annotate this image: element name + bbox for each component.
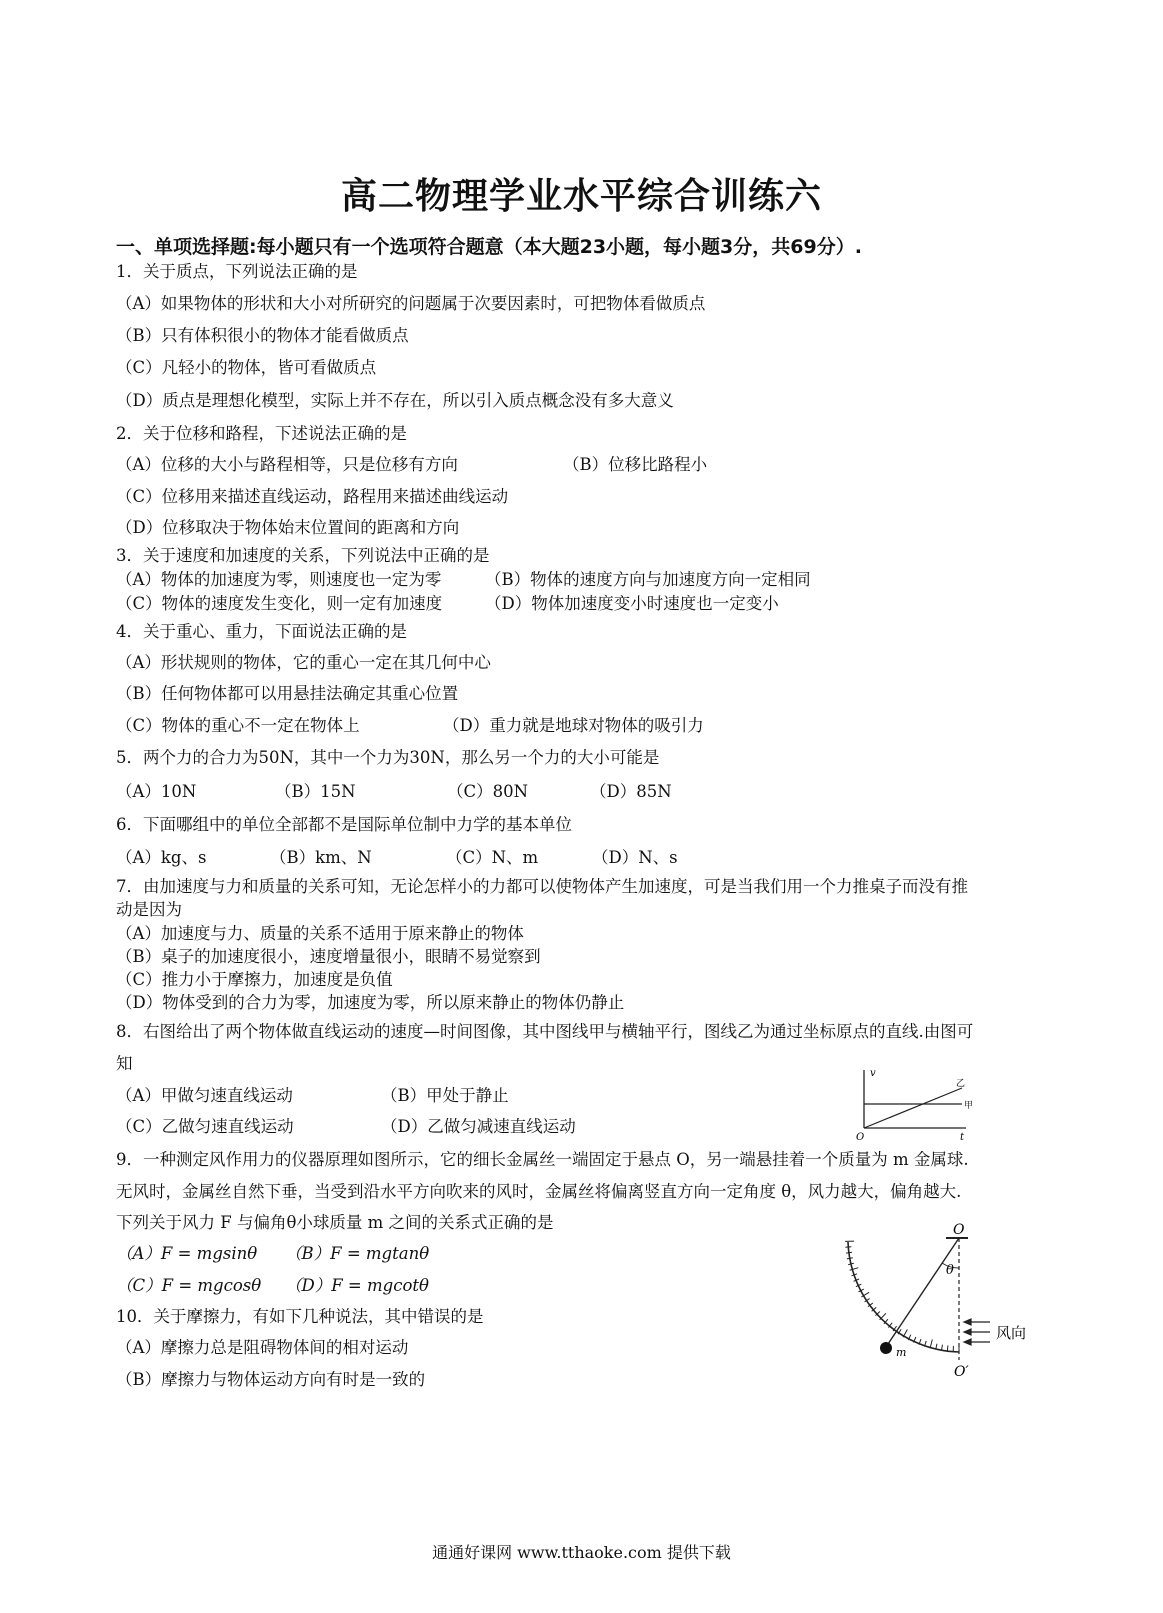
q1-option-a: （A）如果物体的形状和大小对所研究的问题属于次要因素时，可把物体看做质点 [116,294,706,313]
bottom-point-label: O′ [954,1364,969,1380]
q9-stem-line2: 无风时，金属丝自然下垂，当受到沿水平方向吹来的风时，金属丝将偏离竖直方向一定角度 θ，风力越大，偏角越大. [116,1182,962,1201]
q4-option-d: （D）重力就是地球对物体的吸引力 [443,716,704,735]
q4-option-b: （B）任何物体都可以用悬挂法确定其重心位置 [116,684,459,703]
t-axis-label: t [960,1132,965,1143]
v-axis-label: v [870,1068,876,1079]
line-jia-label: 甲 [964,1101,974,1111]
q9-stem-line1: 9．一种测定风作用力的仪器原理如图所示，它的细长金属丝一端固定于悬点 O，另一端悬挂着一个质量为 m 金属球. [116,1150,969,1169]
q3-option-a: （A）物体的加速度为零，则速度也一定为零 [116,570,442,589]
q3-option-c: （C）物体的速度发生变化，则一定有加速度 [116,594,443,613]
q7-option-a: （A）加速度与力、质量的关系不适用于原来静止的物体 [116,924,524,943]
q6-option-d: （D）N、s [592,848,678,867]
q1-stem: 1．关于质点，下列说法正确的是 [116,262,358,281]
footer-source: 通通好课网 www.tthaoke.com 提供下载 [432,1543,731,1562]
q5-option-c: （C）80N [447,782,529,801]
q4-option-a: （A）形状规则的物体，它的重心一定在其几何中心 [116,653,491,672]
q8-option-c: （C）乙做匀速直线运动 [116,1117,294,1136]
q5-stem: 5．两个力的合力为50N，其中一个力为30N，那么另一个力的大小可能是 [116,748,660,767]
q1-option-b: （B）只有体积很小的物体才能看做质点 [116,326,409,345]
velocity-time-figure [848,1064,978,1144]
page-title: 高二物理学业水平综合训练六 [340,176,822,217]
q10-option-b: （B）摩擦力与物体运动方向有时是一致的 [116,1370,426,1389]
q8-option-d: （D）乙做匀减速直线运动 [381,1117,576,1136]
wind-force-figure [838,1220,1048,1380]
q8-option-a: （A）甲做匀速直线运动 [116,1086,293,1105]
scale-tick [850,1268,859,1271]
q7-stem-line1: 7．由加速度与力和质量的关系可知，无论怎样小的力都可以使物体产生加速度，可是当我们用一个力推桌子而没有推 [116,877,968,896]
q2-option-b: （B）位移比路程小 [563,455,708,474]
scale-tick [947,1345,948,1351]
q4-option-c: （C）物体的重心不一定在物体上 [116,716,360,735]
q5-option-d: （D）85N [590,782,672,801]
line-yi-label: 乙 [956,1079,966,1089]
suspension-point-label: O [953,1222,965,1238]
q9-option-a: （A）F = mgsinθ [116,1244,258,1263]
mass-label: m [896,1346,907,1359]
q6-stem: 6．下面哪组中的单位全部都不是国际单位制中力学的基本单位 [116,815,572,834]
angle-label: θ [946,1263,954,1278]
q8-option-b: （B）甲处于静止 [381,1086,509,1105]
q3-stem: 3．关于速度和加速度的关系，下列说法中正确的是 [116,546,490,565]
q5-option-a: （A）10N [116,782,197,801]
q6-option-b: （B）km、N [270,848,372,867]
q9-option-b: （B）F = mgtanθ [285,1244,430,1263]
q3-option-b: （B）物体的速度方向与加速度方向一定相同 [485,570,811,589]
q10-option-a: （A）摩擦力总是阻碍物体间的相对运动 [116,1338,409,1357]
q8-stem-line2: 知 [116,1054,133,1073]
metal-ball [880,1342,892,1354]
q7-option-b: （B）桌子的加速度很小，速度增量很小，眼睛不易觉察到 [116,947,541,966]
scale-tick [846,1252,852,1253]
q5-option-b: （B）15N [275,782,356,801]
q7-option-c: （C）推力小于摩擦力，加速度是负值 [116,970,393,989]
q2-option-c: （C）位移用来描述直线运动，路程用来描述曲线运动 [116,487,509,506]
q7-option-d: （D）物体受到的合力为零，加速度为零，所以原来静止的物体仍静止 [116,993,625,1012]
q7-stem-line2: 动是因为 [116,900,182,919]
origin-label: O [856,1132,865,1143]
scale-tick [930,1340,932,1349]
q9-option-d: （D）F = mgcotθ [285,1276,429,1295]
q3-option-d: （D）物体加速度变小时速度也一定变小 [485,594,779,613]
q1-option-d: （D）质点是理想化模型，实际上并不存在，所以引入质点概念没有多大意义 [116,391,674,410]
q9-stem-line3: 下列关于风力 F 与偏角θ小球质量 m 之间的关系式正确的是 [116,1213,554,1232]
scale-tick [848,1263,854,1264]
scale-tick [880,1313,886,1319]
scale-tick [847,1258,853,1259]
q8-stem-line1: 8．右图给出了两个物体做直线运动的速度—时间图像，其中图线甲与横轴平行，图线乙为通过坐标原点的直线.由图可 [116,1022,974,1041]
q6-option-a: （A）kg、s [116,848,207,867]
q6-option-c: （C）N、m [446,848,539,867]
q1-option-c: （C）凡轻小的物体，皆可看做质点 [116,358,377,377]
q9-option-c: （C）F = mgcosθ [116,1276,262,1295]
q2-option-d: （D）位移取决于物体始末位置间的距离和方向 [116,518,460,537]
q10-stem: 10．关于摩擦力，有如下几种说法，其中错误的是 [116,1307,484,1326]
section-heading: 一、单项选择题:每小题只有一个选项符合题意（本大题23小题，每小题3分，共69分）. [116,236,862,258]
wind-direction-label: 风向 [996,1324,1027,1342]
q4-stem: 4．关于重心、重力，下面说法正确的是 [116,622,407,641]
q2-stem: 2．关于位移和路程，下述说法正确的是 [116,424,407,443]
q2-option-a: （A）位移的大小与路程相等，只是位移有方向 [116,455,458,474]
